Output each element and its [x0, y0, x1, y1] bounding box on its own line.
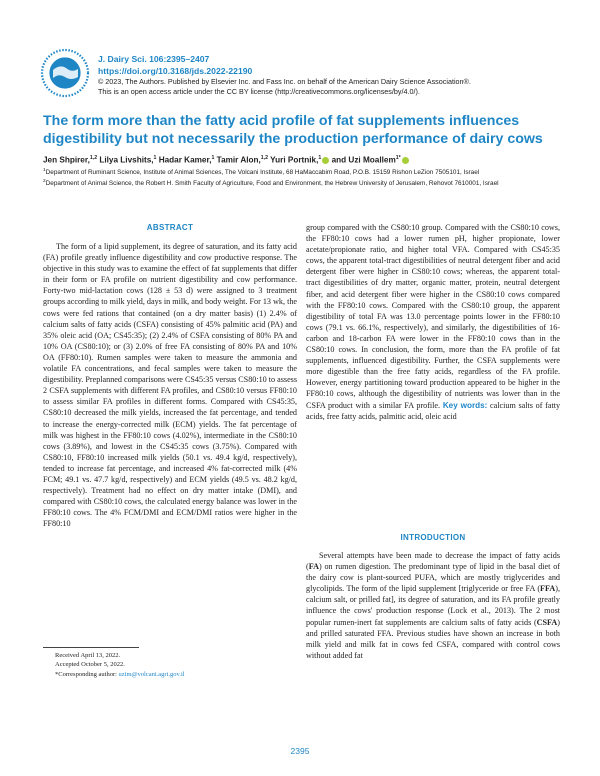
orcid-icon[interactable]	[322, 157, 329, 164]
corresponding-author	[55, 670, 295, 679]
corresponding-label: *Corresponding author:	[55, 670, 117, 678]
abstract-text-right: group compared with the CS80:10 group. Compared with the CS80:10 cows, the FF80:10 cows had a lower rumen pH, higher propionate, lower acetate/propionate ratio, and higher total VFA. Compared with CS45:35 cows, the apparent total-tract digestibilities of neutral detergent fiber and acid detergent fiber were higher in CS80:10 cows; whereas, the apparent total-tract digestibilities of dry matter, organic matter, protein, neutral detergent fiber, and acid detergent fiber were higher in the CS80:10 cows compared with the FF80:10 cows. Compared with the CS80:10 group, the apparent digestibility of total FA was 13.0 percentage points lower in the FF80:10 cows (79.1 vs. 66.1%, respectively), and similarly, the digestibilities of 16-carbon and 18-carbon FA were lower in the FF80:10 cows than in the CS80:10 cows. In conclusion, the form, more than the FA profile of fat supplements, influenced digestibility. Further, the CSFA supplements were more digestible than the free fatty acids, regardless of the FA profile. However, energy partitioning toward production appeared to be higher in the FF80:10 cows, although the digestibility of nutrients was lower than in the CSFA product with a similar FA profile.	[306, 223, 560, 410]
author-name: Hadar Kamer,	[158, 155, 212, 165]
author-affil-sup: 1	[318, 155, 322, 161]
abstract-heading: ABSTRACT	[146, 223, 194, 232]
affiliation-sup: 1	[43, 168, 46, 173]
author-conjunction: and	[331, 155, 347, 165]
intro-abbrev: FA	[308, 562, 319, 572]
author-affil-sup: 1,2	[89, 155, 98, 161]
orcid-icon[interactable]	[402, 157, 409, 164]
affiliation-sup: 2	[43, 179, 46, 185]
intro-text-run: ) and prilled saturated FFA. Previous studies have shown an increase in both milk yield and milk fat in cows fed CSFA, compared with control cows without added fat	[306, 617, 560, 660]
author-affil-sup: 1,2	[260, 155, 269, 161]
article-title: The form more than the fatty acid profile of fat supplements influences digestibility but not necessarily the production performance of dairy cows	[43, 113, 543, 147]
author-name: Tamir Alon,	[216, 155, 261, 165]
author-affil-sup: 1	[211, 155, 215, 161]
author-name: Lilya Livshits,	[99, 155, 154, 165]
accepted-date: Accepted October 5, 2022.	[55, 661, 125, 669]
affiliation-2	[43, 177, 563, 188]
author-name: Uzi Moallem	[348, 155, 396, 165]
abstract-text-left: The form of a lipid supplement, its degree of saturation, and its fatty acid (FA) profile greatly influence digestibility and cow productive response. The objective in this study was to examine the effect of fat supplements that differ in their form or FA profile on nutrient digestibility and cow performance. Forty-two mid-lactation cows (128 ± 53 d) were assigned to 3 treatment groups according to milk yield, days in milk, and body weight. For 13 wk, the cows were fed rations that contained (on a dry matter basis) (1) 2.4% of calcium salts of fatty acids (CSFA) consisting of 45% palmitic acid (PA) and 35% oleic acid (OA; CS45:35); (2) 2.4% of CSFA consisting of 80% PA and 10% OA (CS80:10); or (3) 2.0% of free FA consisting of 80% PA and 10% OA (FF80:10). Rumen samples were taken to measure the ammonia and volatile FA concentrations, and fecal samples were taken to measure the digestibility. Preplanned comparisons were CS45:35 versus CS80:10 to assess 2 CSFA supplements with different FA profiles, and CS80:10 versus FF80:10 to assess similar FA profiles in different forms. Compared with CS45:35, CS80:10 decreased the milk yields, increased the fat percentage, and tended to increase the energy-corrected milk (ECM) yields. The fat percentage of milk was highest in the FF80:10 cows (4.02%), intermediate in the CS80:10 cows (3.89%), and lowest in the CS45:35 cows (3.75%). Compared with CS80:10, FF80:10 increased milk yields (50.1 vs. 49.4 kg/d, respectively), tended to increase fat percentage, and increased 4% fat-corrected milk (4% FCM; 49.1 vs. 47.7 kg/d, respectively) and ECM yields (49.5 vs. 48.2 kg/d, respectively). Treatment had no effect on dry matter intake (DMI), and compared with CS80:10 cows, the calculated energy balance was lower in the FF80:10 cows. The 4% FCM/DMI and ECM/DMI ratios were higher in the FF80:10	[43, 242, 297, 529]
affiliation-text: Department of Ruminant Science, Institute of Animal Sciences, The Volcani Institute, 68 HaMaccabim Road, P.O.B. 15159 Rishon LeZion 7505101, Israel	[45, 169, 480, 177]
intro-abbrev: CSFA	[536, 617, 558, 627]
intro-text-run: Several attempts have been made to decrease the impact of fatty acids (	[306, 551, 560, 572]
license-line: This is an open access article under the CC BY license (http://creativecommons.org/licenses/by/4.0/).	[98, 87, 420, 96]
copyright-line: © 2023, The Authors. Published by Elsevier Inc. and Fass Inc. on behalf of the American Dairy Science Association®.	[98, 77, 471, 86]
affiliation-text: Department of Animal Science, the Robert H. Smith Faculty of Agriculture, Food and Environment, the Hebrew University of Jerusalem, Rehovot 7610001, Israel	[45, 180, 499, 188]
author-affil-sup: 1*	[395, 155, 401, 161]
author-name: Jen Shpirer,	[43, 155, 90, 165]
journal-reference: J. Dairy Sci. 106:2395–2407	[98, 54, 210, 64]
author-affil-sup: 1	[153, 155, 157, 161]
received-date: Received April 13, 2022.	[55, 652, 121, 659]
doi-link[interactable]: https://doi.org/10.3168/jds.2022-22190	[98, 66, 253, 76]
keywords-label: Key words:	[442, 400, 488, 410]
introduction-paragraph	[306, 550, 560, 661]
affiliations	[43, 166, 563, 188]
affiliation-1	[43, 166, 563, 177]
footnotes	[55, 651, 295, 679]
adsa-logo	[40, 48, 90, 98]
intro-text-run: ) on rumen digestion. The predominant type of lipid in the basal diet of the dairy cow is plant-sourced PUFA, which are mostly triglycerides and glycolipids. The form of the lipid supplement [triglyceride or free FA (	[306, 562, 560, 594]
abstract-right-column	[306, 222, 560, 422]
footnote-divider	[43, 647, 139, 648]
introduction-heading: INTRODUCTION	[400, 533, 466, 542]
email-link[interactable]: uzim@volcani.agri.gov.il	[118, 670, 185, 678]
author-name: Yuri Portnik,	[270, 155, 319, 165]
keywords-text: calcium salts of fatty acids, free fatty acids, palmitic acid, oleic acid	[306, 400, 561, 421]
page-number: 2395	[290, 746, 310, 756]
intro-abbrev: FFA	[540, 584, 556, 594]
journal-header	[98, 53, 558, 97]
intro-text-run: ), calcium salt, or prilled fat], its degree of saturation, and its FA profile greatly influence the cows' production response (Lock et al., 2013). The 2 most popular rumen-inert fat supplements are calcium salts of fatty acids (	[306, 584, 560, 627]
author-list	[43, 153, 563, 166]
